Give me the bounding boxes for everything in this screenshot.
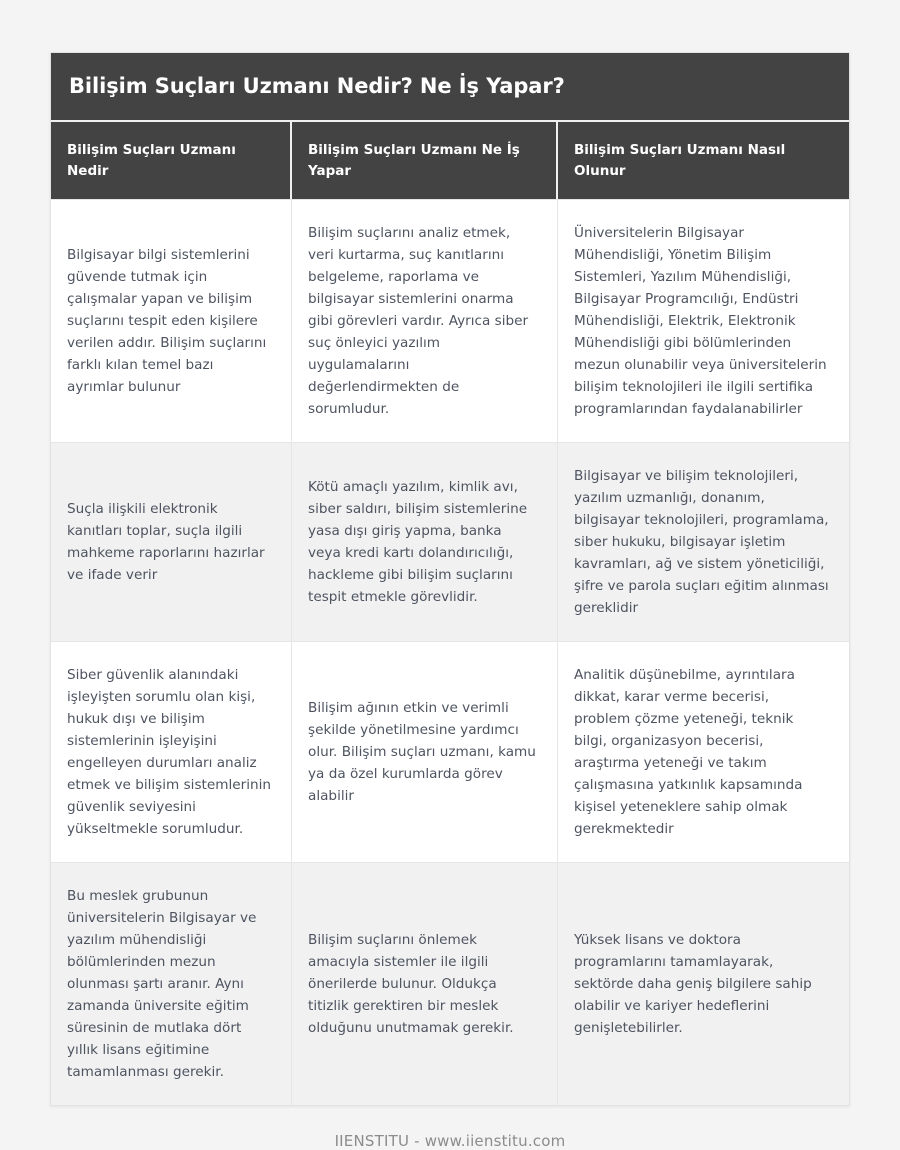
- table-row: [51, 199, 849, 442]
- cell-text: Bilgisayar bilgi sistemlerini güvende tutmak için çalışmalar yapan ve bilişim suçlarını tespit eden kişilere verilen addır. Bilişim suçlarını farklı kılan temel bazı ayrımlar bulunur: [67, 246, 267, 395]
- cell-text: Suçla ilişkili elektronik kanıtları toplar, suçla ilgili mahkeme raporlarını hazırlar ve ifade verir: [67, 500, 265, 583]
- cell-text: Bilişim suçlarını analiz etmek, veri kurtarma, suç kanıtlarını belgeleme, raporlama ve bilgisayar sistemlerini onarma gibi görevleri vardır. Ayrıca siber suç önleyici yazılım uygulamalarını değerlendirmekten de sorumludur.: [308, 224, 529, 417]
- cell-text: Bilgisayar ve bilişim teknolojileri, yazılım uzmanlığı, donanım, bilgisayar teknolojileri, programlama, siber hukuku, bilgisayar işletim kavramları, ağ ve sistem yöneticiliği, şifre ve parola suçları eğitim alınması gereklidir: [574, 467, 829, 617]
- table-row: [51, 442, 849, 641]
- table-cell: [292, 443, 558, 641]
- table-cell: [51, 443, 292, 641]
- cell-text: Siber güvenlik alanındaki işleyişten sorumlu olan kişi, hukuk dışı ve bilişim sistemlerinin işleyişini engelleyen durumları analiz etmek ve bilişim sistemlerinin güvenlik seviyesini yükseltmekle sorumludur.: [67, 667, 271, 838]
- cell-text: Bu meslek grubunun üniversitelerin Bilgisayar ve yazılım mühendisliği bölümlerinden mezun olunması şartı aranır. Aynı zamanda üniversite eğitim süresinin de mutlaka dört yıllık lisans eğitimine tamamlanması gerekir.: [67, 888, 257, 1081]
- cell-text: Bilişim suçlarını önlemek amacıyla sistemler ile ilgili önerilerde bulunur. Oldukça titizlik gerektiren bir meslek olduğunu unutmamak gerekir.: [308, 932, 514, 1037]
- column-header-ne-is-yapar: Bilişim Suçları Uzmanı Ne İş Yapar: [292, 122, 558, 199]
- table-cell: [558, 200, 849, 442]
- column-header-nasil-olunur: Bilişim Suçları Uzmanı Nasıl Olunur: [574, 142, 786, 179]
- table-row: [51, 641, 849, 862]
- cell-text: Bilişim ağının etkin ve verimli şekilde yönetilmesine yardımcı olur. Bilişim suçları uzmanı, kamu ya da özel kurumlarda görev alabilir: [308, 700, 536, 805]
- info-table: [50, 52, 850, 1106]
- cell-text: Analitik düşünebilme, ayrıntılara dikkat, karar verme becerisi, problem çözme yeteneği, teknik bilgi, organizasyon becerisi, araştırma yeteneği ve takım çalışmasına yatkınlık kapsamında kişisel yeteneklere sahip olmak gerekmektedir: [574, 667, 803, 838]
- table-cell: [558, 642, 849, 862]
- column-header-nedir: Bilişim Suçları Uzmanı Nedir: [51, 122, 292, 199]
- table-cell: [292, 200, 558, 442]
- table-cell: [292, 863, 558, 1105]
- table-cell: [51, 642, 292, 862]
- table-title: Bilişim Suçları Uzmanı Nedir? Ne İş Yapar?: [51, 53, 849, 122]
- table-header-row: [51, 122, 849, 199]
- table-cell: [51, 200, 292, 442]
- footer-attribution: IIENSTITU - www.iienstitu.com: [334, 1132, 566, 1150]
- table-row: [51, 862, 849, 1105]
- table-cell: [51, 863, 292, 1105]
- cell-text: Yüksek lisans ve doktora programlarını tamamlayarak, sektörde daha geniş bilgilere sahip olabilir ve kariyer hedeflerini genişletebilirler.: [574, 932, 812, 1037]
- table-cell: [558, 443, 849, 641]
- table-cell: [558, 863, 849, 1105]
- table-cell: [292, 642, 558, 862]
- cell-text: Üniversitelerin Bilgisayar Mühendisliği, Yönetim Bilişim Sistemleri, Yazılım Mühendisliği, Bilgisayar Programcılığı, Endüstri Mühendisliği, Elektrik, Elektronik Mühendisliği gibi bölümlerinden mezun olunabilir veya üniversitelerin bilişim teknolojileri ile ilgili sertifika programlarından faydalanabilirler: [574, 224, 827, 417]
- cell-text: Kötü amaçlı yazılım, kimlik avı, siber saldırı, bilişim sistemlerine yasa dışı giriş yapma, banka veya kredi kartı dolandırıcılığı, hackleme gibi bilişim suçlarını tespit etmekle görevlidir.: [308, 478, 528, 606]
